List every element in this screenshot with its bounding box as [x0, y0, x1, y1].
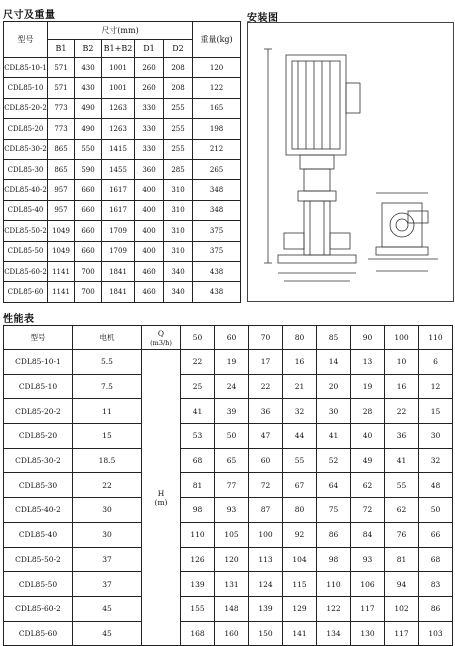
dims-row [4, 241, 241, 261]
dims-cell: 773 [48, 119, 75, 139]
dims-cell: 700 [75, 261, 102, 281]
perf-model: CDL85-30 [4, 473, 73, 498]
perf-value: 148 [215, 596, 249, 621]
perf-model: CDL85-20-2 [4, 399, 73, 424]
dims-row [4, 119, 241, 139]
perf-value: 124 [249, 572, 283, 597]
perf-row [4, 522, 453, 547]
perf-value: 48 [419, 473, 453, 498]
dimensions-table [3, 21, 241, 303]
dims-cell: 773 [48, 98, 75, 118]
dims-cell: 330 [135, 139, 164, 159]
perf-value: 22 [181, 350, 215, 375]
dims-cell: 1617 [102, 180, 135, 200]
perf-header-flow: 50 [181, 326, 215, 350]
dims-cell: 285 [164, 159, 193, 179]
dims-header-d1: D1 [135, 40, 164, 58]
perf-header-flow: 90 [351, 326, 385, 350]
dims-cell: 400 [135, 221, 164, 241]
perf-value: 32 [419, 448, 453, 473]
perf-value: 98 [317, 547, 351, 572]
dims-cell: 375 [193, 221, 241, 241]
perf-value: 84 [351, 522, 385, 547]
perf-value: 93 [215, 498, 249, 523]
perf-model: CDL85-30-2 [4, 448, 73, 473]
dims-row [4, 180, 241, 200]
dims-row [4, 261, 241, 281]
dims-cell: 438 [193, 282, 241, 302]
perf-value: 50 [215, 424, 249, 449]
perf-value: 64 [317, 473, 351, 498]
perf-value: 19 [215, 350, 249, 375]
perf-motor: 5.5 [73, 350, 142, 375]
dims-cell: 571 [48, 78, 75, 98]
perf-value: 44 [283, 424, 317, 449]
perf-value: 83 [419, 572, 453, 597]
perf-row [4, 498, 453, 523]
perf-value: 25 [181, 374, 215, 399]
dims-cell: CDL85-10 [4, 78, 48, 98]
dims-cell: 1709 [102, 241, 135, 261]
perf-header-flow: 85 [317, 326, 351, 350]
dims-cell: 255 [164, 119, 193, 139]
perf-row [4, 350, 453, 375]
perf-value: 30 [317, 399, 351, 424]
perf-value: 72 [351, 498, 385, 523]
perf-value: 134 [317, 621, 351, 646]
perf-row [4, 424, 453, 449]
perf-value: 21 [283, 374, 317, 399]
dims-cell: 1263 [102, 119, 135, 139]
perf-value: 65 [215, 448, 249, 473]
dims-cell: 865 [48, 139, 75, 159]
perf-model: CDL85-40 [4, 522, 73, 547]
dims-cell: 330 [135, 98, 164, 118]
perf-value: 139 [249, 596, 283, 621]
dims-row [4, 58, 241, 78]
perf-value: 87 [249, 498, 283, 523]
perf-value: 62 [351, 473, 385, 498]
perf-value: 113 [249, 547, 283, 572]
dims-cell: CDL85-60-2 [4, 261, 48, 281]
dims-cell: 957 [48, 180, 75, 200]
dims-header-b1b2: B1+B2 [102, 40, 135, 58]
dims-cell: 348 [193, 180, 241, 200]
dims-cell: 438 [193, 261, 241, 281]
perf-value: 117 [351, 596, 385, 621]
dims-cell: 400 [135, 241, 164, 261]
dims-cell: 360 [135, 159, 164, 179]
dims-cell: CDL85-50-2 [4, 221, 48, 241]
dims-row [4, 200, 241, 220]
dims-cell: 660 [75, 221, 102, 241]
dims-row [4, 221, 241, 241]
perf-h-cell [142, 350, 181, 646]
perf-value: 20 [317, 374, 351, 399]
perf-value: 168 [181, 621, 215, 646]
perf-value: 117 [385, 621, 419, 646]
perf-value: 81 [181, 473, 215, 498]
perf-value: 36 [249, 399, 283, 424]
perf-value: 49 [351, 448, 385, 473]
perf-model: CDL85-40-2 [4, 498, 73, 523]
dims-cell: 340 [164, 261, 193, 281]
perf-row [4, 448, 453, 473]
h-unit: (m) [154, 497, 168, 507]
perf-value: 126 [181, 547, 215, 572]
dims-cell: CDL85-40 [4, 200, 48, 220]
dims-cell: 660 [75, 200, 102, 220]
perf-value: 40 [351, 424, 385, 449]
perf-value: 68 [181, 448, 215, 473]
dims-cell: 430 [75, 78, 102, 98]
dims-cell: 208 [164, 58, 193, 78]
performance-table [3, 325, 453, 646]
perf-value: 10 [385, 350, 419, 375]
perf-row [4, 621, 453, 646]
perf-value: 102 [385, 596, 419, 621]
perf-value: 141 [283, 621, 317, 646]
dims-cell: CDL85-20 [4, 119, 48, 139]
dims-cell: 590 [75, 159, 102, 179]
dims-cell: 490 [75, 98, 102, 118]
perf-value: 53 [181, 424, 215, 449]
perf-value: 130 [351, 621, 385, 646]
dims-header-b2: B2 [75, 40, 102, 58]
perf-model: CDL85-60-2 [4, 596, 73, 621]
perf-table-body [4, 350, 453, 646]
perf-value: 39 [215, 399, 249, 424]
perf-value: 106 [351, 572, 385, 597]
perf-value: 19 [351, 374, 385, 399]
perf-value: 155 [181, 596, 215, 621]
perf-value: 62 [385, 498, 419, 523]
perf-value: 110 [317, 572, 351, 597]
dims-cell: 460 [135, 282, 164, 302]
perf-motor: 15 [73, 424, 142, 449]
dims-section-title: 尺寸及重量 [3, 10, 56, 21]
dims-cell: 490 [75, 119, 102, 139]
perf-row [4, 572, 453, 597]
perf-header-flow: 70 [249, 326, 283, 350]
perf-row [4, 596, 453, 621]
perf-value: 60 [249, 448, 283, 473]
dims-cell: CDL85-30-2 [4, 139, 48, 159]
perf-value: 94 [385, 572, 419, 597]
dims-cell: 571 [48, 58, 75, 78]
perf-value: 32 [283, 399, 317, 424]
perf-model: CDL85-50-2 [4, 547, 73, 572]
dims-cell: 430 [75, 58, 102, 78]
perf-value: 16 [283, 350, 317, 375]
dims-header-weight: 重量(kg) [193, 22, 241, 58]
dims-cell: 310 [164, 241, 193, 261]
dims-cell: 165 [193, 98, 241, 118]
dims-row [4, 98, 241, 118]
dims-cell: 348 [193, 200, 241, 220]
dims-cell: 310 [164, 180, 193, 200]
perf-value: 75 [317, 498, 351, 523]
perf-model: CDL85-10 [4, 374, 73, 399]
q-label: Q [157, 328, 165, 338]
perf-value: 105 [215, 522, 249, 547]
dims-cell: 1001 [102, 78, 135, 98]
perf-row [4, 473, 453, 498]
dims-cell: 660 [75, 180, 102, 200]
dims-cell: 1841 [102, 261, 135, 281]
dims-header-b1: B1 [48, 40, 75, 58]
perf-value: 98 [181, 498, 215, 523]
dims-cell: 660 [75, 241, 102, 261]
dims-cell: 460 [135, 261, 164, 281]
dims-cell: 212 [193, 139, 241, 159]
dims-cell: 208 [164, 78, 193, 98]
perf-value: 150 [249, 621, 283, 646]
dims-cell: CDL85-20-2 [4, 98, 48, 118]
perf-value: 81 [385, 547, 419, 572]
dims-cell: CDL85-60 [4, 282, 48, 302]
perf-value: 129 [283, 596, 317, 621]
perf-value: 86 [419, 596, 453, 621]
perf-value: 47 [249, 424, 283, 449]
perf-model: CDL85-20 [4, 424, 73, 449]
dims-header-d2: D2 [164, 40, 193, 58]
installation-diagram [247, 22, 454, 302]
dims-row [4, 78, 241, 98]
dims-cell: 122 [193, 78, 241, 98]
q-unit: (m3/h) [150, 338, 172, 347]
perf-value: 120 [215, 547, 249, 572]
perf-value: 77 [215, 473, 249, 498]
perf-header-model: 型号 [4, 326, 73, 350]
perf-motor: 22 [73, 473, 142, 498]
dims-cell: 1001 [102, 58, 135, 78]
dims-cell: 198 [193, 119, 241, 139]
dims-cell: 865 [48, 159, 75, 179]
perf-value: 68 [419, 547, 453, 572]
dims-cell: CDL85-30 [4, 159, 48, 179]
perf-value: 76 [385, 522, 419, 547]
perf-value: 80 [283, 498, 317, 523]
perf-value: 67 [283, 473, 317, 498]
dims-cell: 700 [75, 282, 102, 302]
perf-value: 86 [317, 522, 351, 547]
dims-cell: 1263 [102, 98, 135, 118]
dims-cell: 957 [48, 200, 75, 220]
dims-row [4, 159, 241, 179]
dims-cell: 550 [75, 139, 102, 159]
perf-value: 13 [351, 350, 385, 375]
dims-cell: 1049 [48, 241, 75, 261]
perf-model: CDL85-10-1 [4, 350, 73, 375]
dims-cell: 400 [135, 200, 164, 220]
dims-cell: 255 [164, 98, 193, 118]
perf-value: 55 [385, 473, 419, 498]
dims-table-body [4, 58, 241, 303]
perf-model: CDL85-50 [4, 572, 73, 597]
perf-motor: 45 [73, 596, 142, 621]
dims-cell: 1141 [48, 282, 75, 302]
dims-row [4, 282, 241, 302]
perf-value: 24 [215, 374, 249, 399]
perf-value: 104 [283, 547, 317, 572]
perf-value: 93 [351, 547, 385, 572]
perf-value: 17 [249, 350, 283, 375]
pump-drawing [248, 23, 453, 301]
perf-motor: 30 [73, 522, 142, 547]
perf-value: 41 [385, 448, 419, 473]
dims-cell: 375 [193, 241, 241, 261]
h-label: H [157, 488, 165, 498]
dims-cell: 260 [135, 78, 164, 98]
perf-value: 100 [249, 522, 283, 547]
dims-cell: 1455 [102, 159, 135, 179]
dims-cell: 1141 [48, 261, 75, 281]
dims-cell: 260 [135, 58, 164, 78]
perf-value: 22 [385, 399, 419, 424]
perf-motor: 37 [73, 572, 142, 597]
dims-cell: 1049 [48, 221, 75, 241]
perf-row [4, 374, 453, 399]
perf-value: 12 [419, 374, 453, 399]
perf-value: 122 [317, 596, 351, 621]
perf-motor: 7.5 [73, 374, 142, 399]
perf-row [4, 547, 453, 572]
dims-cell: CDL85-10-1 [4, 58, 48, 78]
perf-row [4, 399, 453, 424]
perf-value: 72 [249, 473, 283, 498]
dims-cell: 1617 [102, 200, 135, 220]
perf-value: 28 [351, 399, 385, 424]
dims-cell: 265 [193, 159, 241, 179]
perf-header-flow: 60 [215, 326, 249, 350]
dims-cell: 340 [164, 282, 193, 302]
perf-value: 55 [283, 448, 317, 473]
perf-value: 160 [215, 621, 249, 646]
dims-cell: CDL85-40-2 [4, 180, 48, 200]
perf-value: 15 [419, 399, 453, 424]
dims-cell: 400 [135, 180, 164, 200]
perf-motor: 18.5 [73, 448, 142, 473]
perf-value: 41 [181, 399, 215, 424]
dims-header-size: 尺寸(mm) [48, 22, 193, 40]
dims-cell: 1415 [102, 139, 135, 159]
dims-cell: CDL85-50 [4, 241, 48, 261]
perf-header-motor: 电机 [73, 326, 142, 350]
dims-cell: 255 [164, 139, 193, 159]
perf-value: 30 [419, 424, 453, 449]
dims-header-model: 型号 [4, 22, 48, 58]
perf-motor: 30 [73, 498, 142, 523]
perf-value: 14 [317, 350, 351, 375]
perf-value: 22 [249, 374, 283, 399]
perf-value: 36 [385, 424, 419, 449]
perf-motor: 37 [73, 547, 142, 572]
dims-cell: 1841 [102, 282, 135, 302]
dims-cell: 310 [164, 221, 193, 241]
perf-value: 110 [181, 522, 215, 547]
perf-motor: 45 [73, 621, 142, 646]
dims-cell: 120 [193, 58, 241, 78]
perf-value: 131 [215, 572, 249, 597]
perf-value: 139 [181, 572, 215, 597]
perf-header-q [142, 326, 181, 350]
perf-value: 115 [283, 572, 317, 597]
dims-cell: 310 [164, 200, 193, 220]
perf-header-flow: 100 [385, 326, 419, 350]
install-section-title: 安装图 [247, 13, 279, 24]
perf-value: 41 [317, 424, 351, 449]
dims-row [4, 139, 241, 159]
perf-motor: 11 [73, 399, 142, 424]
perf-model: CDL85-60 [4, 621, 73, 646]
perf-value: 66 [419, 522, 453, 547]
perf-value: 52 [317, 448, 351, 473]
perf-section-title: 性能表 [3, 314, 35, 325]
dims-cell: 330 [135, 119, 164, 139]
perf-value: 50 [419, 498, 453, 523]
perf-header-flow: 110 [419, 326, 453, 350]
perf-header-flow: 80 [283, 326, 317, 350]
perf-value: 103 [419, 621, 453, 646]
perf-value: 92 [283, 522, 317, 547]
perf-value: 6 [419, 350, 453, 375]
dims-cell: 1709 [102, 221, 135, 241]
perf-value: 16 [385, 374, 419, 399]
